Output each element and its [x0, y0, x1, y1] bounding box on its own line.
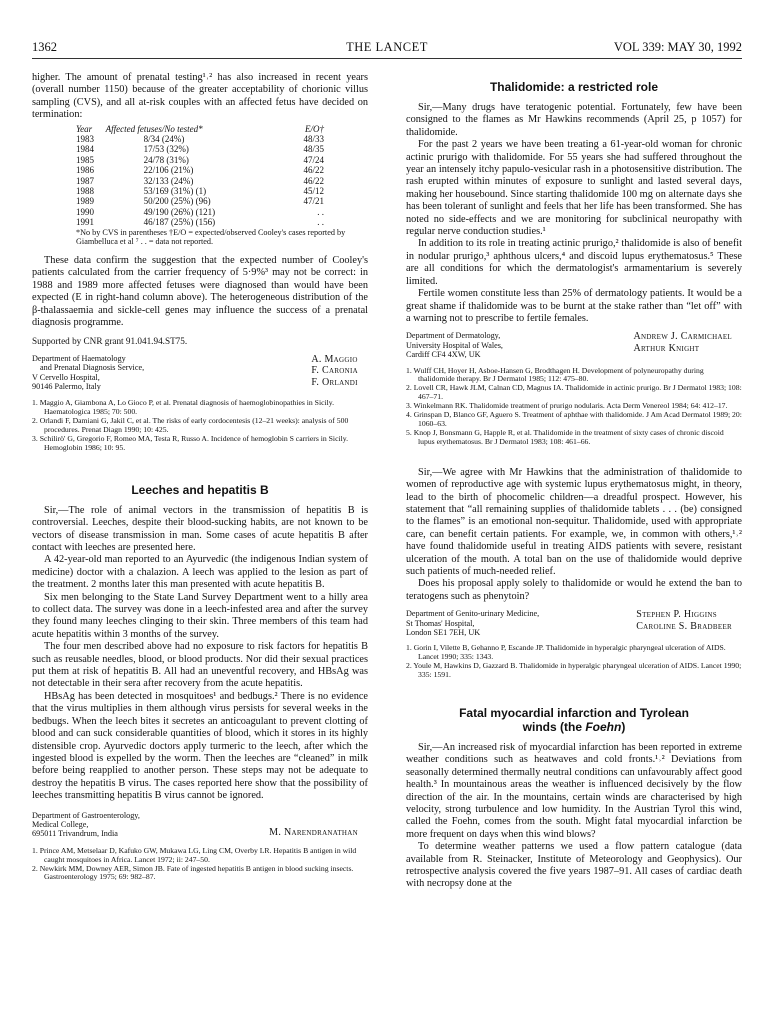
author-name: Arthur Knight: [633, 342, 700, 354]
reference-item: 3. Winkelmann RK. Thalidomide treatment of prurigo nodularis. Acta Derm Venereol 1984; 64: 412–17.: [406, 401, 728, 411]
table-cell: 53/169 (31%) (1): [143, 186, 207, 197]
table-row: [76, 217, 330, 227]
table-cell: 50/200 (25%) (96): [143, 196, 211, 207]
body-paragraph: The four men described above had no exposure to risk factors for hepatitis B such as reusable needles, blood, or blood products. Nor did their sexual practices put them at risk of hepatitis B. All had an uneventful recovery, and HBsAg was not detectable in their sera after recovery from the acute hepatitis.: [32, 641, 368, 690]
table-cell: 1990: [76, 206, 94, 217]
body-paragraph: These data confirm the suggestion that the expected number of Cooley's patients calculated from the carrier frequency of 5·9%³ may not be correct: in 1988 and 1989 more affected fetuses were diagnosed than would have been expected (E in right-hand column above). The heterogeneous distribution of the β-thalassaemia and sickle-cell genes may influence the success of a prenatal diagnosis programme.: [32, 254, 368, 328]
table-cell: 46/22: [303, 165, 324, 176]
address-line: St Thomas' Hospital,: [406, 618, 475, 628]
signature-block: [32, 811, 368, 839]
table-cell: 46/187 (25%) (156): [143, 217, 216, 228]
table-row: [76, 144, 330, 154]
running-header: [32, 40, 742, 56]
title-line: Fatal myocardial infarction and Tyrolean: [459, 706, 689, 720]
address-line: 695011 Trivandrum, India: [32, 829, 118, 839]
body-paragraph: In addition to its role in treating actinic prurigo,² thalidomide is also of benefit in nodular prurigo,³ aphthous ulcers,⁴ and discoid lupus erythematosus.⁵ These are all conditions for which the dermatologist's armamentarium is severely limited.: [406, 238, 742, 287]
table-cell: 46/22: [303, 175, 324, 186]
left-column: [32, 72, 368, 882]
prenatal-table: [76, 124, 330, 228]
table-row: [76, 134, 330, 144]
reference-item: 2. Newkirk MM, Downey AER, Simon JB. Fate of ingested hepatitis B antigen in blood sucking insects. Gastroenterology 1975; 69: 982–87.: [32, 863, 354, 882]
table-cell: 48/33: [303, 134, 324, 145]
signature-block: [32, 354, 368, 392]
body-paragraph: Sir,—The role of animal vectors in the transmission of hepatitis B is controversial. Leeches, despite their blood-sucking habits, are not known to be vectors of disease transmission in man. Some cases of acute hepatitis B after contact with leeches are presented here.: [32, 504, 368, 553]
table-cell: 45/12: [303, 186, 324, 197]
table-cell: . .: [317, 217, 324, 228]
right-column: [406, 72, 742, 891]
article-title: [406, 706, 742, 734]
reference-list: [32, 399, 368, 452]
article-title: Leeches and hepatitis B: [131, 482, 269, 497]
table-header-row: [76, 124, 330, 134]
body-paragraph: To determine weather patterns we used a flow pattern catalogue (data available from R. Steinacker, Institute of Meteorology and Geophysics). Our retrospective analysis covered the five years 1987–91. All cases of cardiac death with necropsy done at the: [406, 841, 742, 890]
reference-item: 5. Knop J, Bonsmann G, Happle R, et al. Thalidomide in the treatment of sixty cases of chronic discoid lupus erythematosus. Br J Dermatol 1983; 108: 461–66.: [406, 427, 724, 446]
author-names: [311, 354, 368, 392]
reference-item: 1. Wulff CH, Hoyer H, Asboe-Hansen G, Brodthagen H. Development of polyneuropathy during thalidomide therapy. Br J Dermatol 1985; 112: 475–80.: [406, 365, 704, 384]
table-cell: 47/21: [303, 196, 324, 207]
author-names: [269, 827, 368, 839]
header-rule: [32, 58, 742, 59]
author-address: [406, 609, 539, 637]
table-header: E/O†: [305, 123, 324, 134]
table-row: [76, 196, 330, 206]
article-title: Thalidomide: a restricted role: [489, 80, 659, 94]
address-line: Cardiff CF4 4XW, UK: [406, 350, 481, 360]
reference-list: [32, 847, 368, 883]
address-line: Medical College,: [32, 819, 89, 829]
address-line: Department of Haematology: [32, 353, 126, 363]
body-paragraph: A 42-year-old man reported to an Ayurvedic (the indigenous Indian system of medicine) doctor with a chalazion. A leech was applied to the lesion as part of the treatment. 2 months later this man presented with acute hepatitis B.: [32, 554, 368, 591]
table-cell: 22/106 (21%): [143, 165, 194, 176]
table-row: [76, 207, 330, 217]
body-paragraph: Fertile women constitute less than 25% of dermatology patients. It would be a great shame if thalidomide was to be burnt at the stake rather than “let off” with a warning not to prescribe to fertile females.: [406, 288, 742, 324]
author-address: [406, 331, 503, 359]
author-name: Andrew J. Carmichael: [633, 331, 732, 343]
table-cell: 48/35: [303, 144, 324, 155]
title-line: winds (the: [522, 720, 586, 734]
table-cell: 1987: [76, 175, 94, 186]
volume-date: VOL 339: MAY 30, 1992: [613, 40, 742, 54]
body-paragraph: Does his proposal apply solely to thalidomide or would he extend the ban to teratogens such as phenytoin?: [406, 578, 742, 602]
table-header: Year: [76, 123, 93, 134]
table-row: [76, 186, 330, 196]
address-line: London SE1 7EH, UK: [406, 627, 481, 637]
reference-item: 1. Maggio A, Giambona A, Lo Gioco P, et al. Prenatal diagnosis of haemoglobinopathies in Sicily. Haematologica 1985; 70: 500.: [32, 398, 335, 417]
table-cell: 1991: [76, 217, 94, 228]
author-names: [633, 331, 742, 359]
author-name: Stephen P. Higgins: [636, 609, 717, 621]
body-paragraph: Sir,—Many drugs have teratogenic potential. Fortunately, few have been consigned to the flames as Mr Hawkins recommends (April 25, p 1057) for thalidomide.: [406, 102, 742, 138]
reference-item: 2. Orlandi F, Damiani G, Jakil C, et al. The risks of early cordocentesis (12–21 weeks): analysis of 500 procedures. Prenat Diagn 1990; 10: 425.: [32, 416, 349, 435]
table-cell: 1988: [76, 186, 94, 197]
reference-item: 2. Youle M, Hawkins D, Gazzard B. Thalidomide in hyperalgic pharyngeal ulceration of AIDS. Lancet 1990; 335: 1591.: [406, 661, 742, 680]
reference-item: 2. Lovell CR, Hawk JLM, Calnan CD, Magnus IA. Thalidomide in actinic prurigo. Br J Dermatol 1983; 108: 467–71.: [406, 383, 742, 402]
author-name: Caroline S. Bradbeer: [636, 620, 732, 632]
reference-list: [406, 367, 742, 447]
author-name: A. Maggio: [311, 353, 358, 365]
body-paragraph: Six men belonging to the State Land Survey Department went to a hilly area to collect data. The survey was done in a leech-infested area and after the survey they found many leeches clinging to their skin. Three members of this team had acute hepatitis within 3 months of the survey.: [32, 591, 368, 640]
body-paragraph: For the past 2 years we have been treating a 61-year-old woman for chronic actinic prurigo with thalidomide. For 55 years she had suffered throughout the year an intensely itchy papulo-vesicular rash in a photosensitive distribution. The rash erupted within minutes of exposure to sunlight and lasted several days, making her housebound. Since starting thalidomide 100 mg on alternate days she has been tolerant of sunlight and feels that her life has been transformed. She has noted no side-effects and we are monitoring for subclinical neuropathy with regular nerve conduction studies.¹: [406, 139, 742, 238]
table-cell: 24/78 (31%): [143, 154, 189, 165]
table-footnote: *No by CVS in parentheses †E/O = expected/observed Cooley's cases reported by Giambelluca et al ⁷ . . = data not reported.: [76, 227, 346, 247]
address-line: University Hospital of Wales,: [406, 340, 503, 350]
address-line: 90146 Palermo, Italy: [32, 381, 101, 391]
table-cell: 1986: [76, 165, 94, 176]
intro-paragraph: higher. The amount of prenatal testing¹˒² has also increased in recent years (overall number 1150) because of the greater acceptability of chorionic villus sampling (CVS), and all at-risk couples with an affected fetus have decided on termination:: [32, 72, 368, 121]
table-cell: 49/190 (26%) (121): [143, 206, 216, 217]
table-cell: 8/34 (24%): [143, 134, 185, 145]
table-cell: 1985: [76, 154, 94, 165]
table-cell: 32/133 (24%): [143, 175, 194, 186]
signature-block: [406, 331, 742, 359]
title-end: ): [621, 720, 626, 734]
reference-item: 1. Prince AM, Metselaar D, Kafuko GW, Mukawa LG, Ling CM, Overby LR. Hepatitis B antigen in wild caught mosquitoes in Africa. Lancet 1972; ii: 247–50.: [32, 845, 357, 864]
address-line: V Cervello Hospital,: [32, 372, 100, 382]
support-note: Supported by CNR grant 91.041.94.ST75.: [32, 336, 188, 347]
page-number: 1362: [32, 40, 57, 54]
body-paragraph: Sir,—We agree with Mr Hawkins that the administration of thalidomide to women of reproductive age with systemic lupus erythematosus might, in theory, lead to the birth of phocomelic children—a dreadful prospect. However, his statement that “all remaining supplies of thalidomide tablets . . . (be) consigned to the flames” is an emotional non-sequitur. Thalidomide, used with appropriate care, can benefit certain patients. For example, we, in common with others,¹˒² have found thalidomide useful in treating AIDS patients with severe, resistant ulceration of the mouth. A total ban on the use of thalidomide would deprive such patients of much-needed relief.: [406, 466, 742, 577]
author-address: [32, 354, 144, 392]
table-cell: 1984: [76, 144, 94, 155]
table-cell: . .: [317, 206, 324, 217]
address-line: Department of Dermatology,: [406, 331, 501, 341]
author-name: M. Narendranathan: [269, 827, 358, 839]
title-emphasis: Foehn: [585, 720, 622, 734]
author-address: [32, 811, 140, 839]
reference-item: 3. Schilirò' G, Gregorio F, Romeo MA, Testa R, Russo A. Incidence of hemoglobin S carriers in Sicily. Hemoglobin 1986; 10: 95.: [32, 433, 349, 452]
journal-title: THE LANCET: [346, 40, 428, 54]
reference-item: 1. Gorin I, Vilette B, Gehanno P, Escande JP. Thalidomide in hyperalgic pharyngeal ulceration of AIDS. Lancet 1990; 335: 1343.: [406, 643, 726, 662]
table-cell: 17/53 (32%): [143, 144, 189, 155]
body-paragraph: Sir,—An increased risk of myocardial infarction has been reported in extreme weather conditions such as heatwaves and cold fronts.¹˒² Deviations from seasonally determined thermally neutral conditions can unfavourably affect good health.³ In mountainous areas the weather is influenced decisively by the flow direction of the air. In the mountains, certain winds are characterised by high velocity, strong turbulence and low humidity. In the Austrian Tyrol this wind, called the Foehn, comes from the south. Might fatal myocardial infarction be more frequent on days when this wind blows?: [406, 742, 742, 840]
reference-item: 4. Grinspan D, Blanco GF, Aguero S. Treatment of aphthae with thalidomide. J Am Acad Dermatol 1989; 20: 1060–63.: [406, 410, 742, 428]
table-cell: 1983: [76, 134, 94, 145]
address-line: Department of Gastroenterology,: [32, 810, 140, 820]
body-paragraph: HBsAg has been detected in mosquitoes¹ and bedbugs.² There is no evidence that the virus multiplies in them although virus persists for several weeks in the bedbugs. When the leech bites it secretes an anticoagulant to prevent clotting of blood and can suck considerable quantities of blood, which it stores in its highly distensible crop. Ayurvedic doctors apply turmeric to the leech, after which the ingested blood is expelled by the worm. Then the leeches are “cleaned” in milk before being reapplied to another person. These steps may not be adequate to destroy the hepatitis B virus. The cases reported here show that the possibility of leeches transmitting hepatitis B virus cannot be ignored.: [32, 690, 368, 802]
reference-list: [406, 644, 742, 680]
table-row: [76, 176, 330, 186]
table-header: Affected fetuses/No tested*: [105, 123, 203, 134]
address-line: and Prenatal Diagnosis Service,: [40, 363, 145, 373]
author-name: F. Caronia: [311, 365, 358, 377]
table-cell: 1989: [76, 196, 94, 207]
author-names: [636, 609, 742, 637]
table-row: [76, 165, 330, 175]
address-line: Department of Genito-urinary Medicine,: [406, 609, 540, 619]
author-name: F. Orlandi: [311, 376, 358, 388]
signature-block: [406, 609, 742, 637]
table-cell: 47/24: [303, 154, 324, 165]
table-row: [76, 155, 330, 165]
